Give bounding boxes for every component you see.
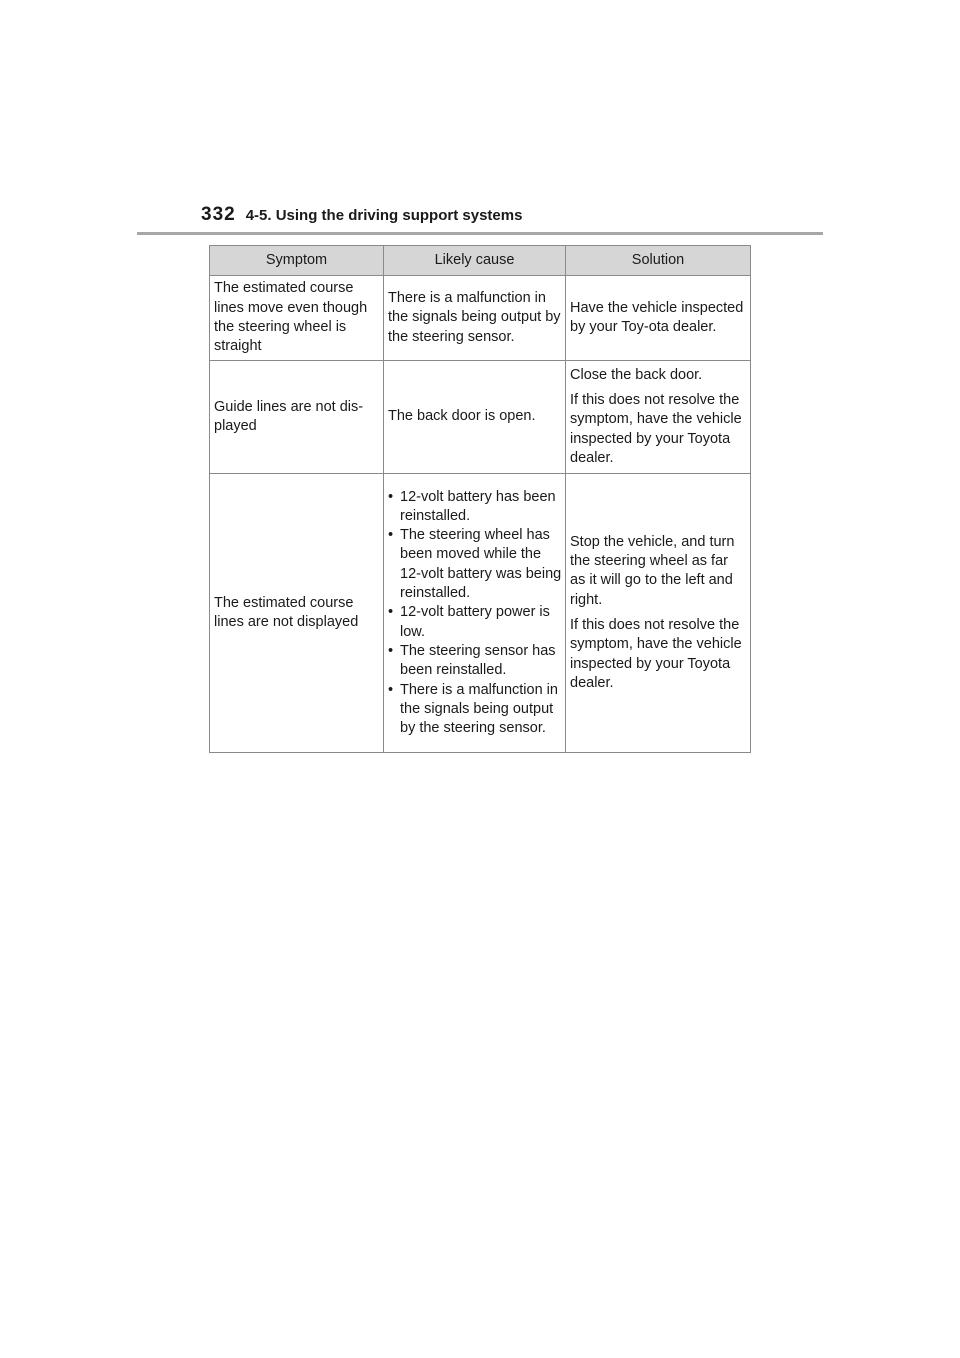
column-header-solution: Solution: [566, 246, 751, 276]
page-number: 332: [201, 204, 236, 225]
cause-text: The steering sensor has been reinstalled.: [400, 642, 556, 679]
bullet-icon: •: [388, 488, 394, 505]
list-item: [388, 642, 562, 681]
troubleshooting-table: [209, 245, 751, 753]
column-header-likely-cause: Likely cause: [384, 246, 566, 276]
table-row: [210, 474, 751, 753]
solution-text: Close the back door.: [570, 366, 703, 383]
solution-cell: [566, 361, 751, 474]
cause-cell: The back door is open.: [384, 361, 566, 474]
cause-text: 12-volt battery power is low.: [400, 604, 550, 640]
cause-list: [388, 488, 562, 739]
header-divider: [137, 232, 823, 235]
section-title: 4-5. Using the driving support systems: [245, 207, 523, 224]
table-row: [210, 361, 751, 474]
cause-text: 12-volt battery has been reinstalled.: [400, 488, 556, 524]
cause-text: The steering wheel has been moved while the 12-volt battery was being reinstalled.: [400, 527, 562, 602]
column-header-symptom: Symptom: [210, 246, 384, 276]
bullet-icon: •: [388, 681, 394, 698]
solution-cell: [566, 474, 751, 753]
cause-text: There is a malfunction in the signals being output by the steering sensor.: [400, 681, 558, 737]
solution-text: Stop the vehicle, and turn the steering wheel as far as it will go to the left and right.: [570, 533, 735, 608]
solution-text: If this does not resolve the symptom, have the vehicle inspected by your Toyota dealer.: [570, 617, 742, 691]
solution-text: Have the vehicle inspected by your Toy-ota dealer.: [570, 299, 744, 335]
solution-cell: [566, 276, 751, 361]
cause-cell: [384, 474, 566, 753]
symptom-cell: Guide lines are not dis-played: [210, 361, 384, 474]
symptom-cell: The estimated course lines are not displayed: [210, 474, 384, 753]
list-item: [388, 603, 562, 642]
solution-text: If this does not resolve the symptom, have the vehicle inspected by your Toyota dealer.: [570, 392, 742, 466]
page-header: [201, 204, 522, 232]
bullet-icon: •: [388, 604, 394, 621]
list-item: [388, 488, 562, 527]
list-item: [388, 681, 562, 739]
list-item: [388, 526, 562, 603]
table-header-row: [210, 246, 751, 276]
cause-cell: There is a malfunction in the signals being output by the steering sensor.: [384, 276, 566, 361]
bullet-icon: •: [388, 642, 394, 659]
bullet-icon: •: [388, 527, 394, 544]
symptom-cell: The estimated course lines move even though the steering wheel is straight: [210, 276, 384, 361]
table-row: [210, 276, 751, 361]
